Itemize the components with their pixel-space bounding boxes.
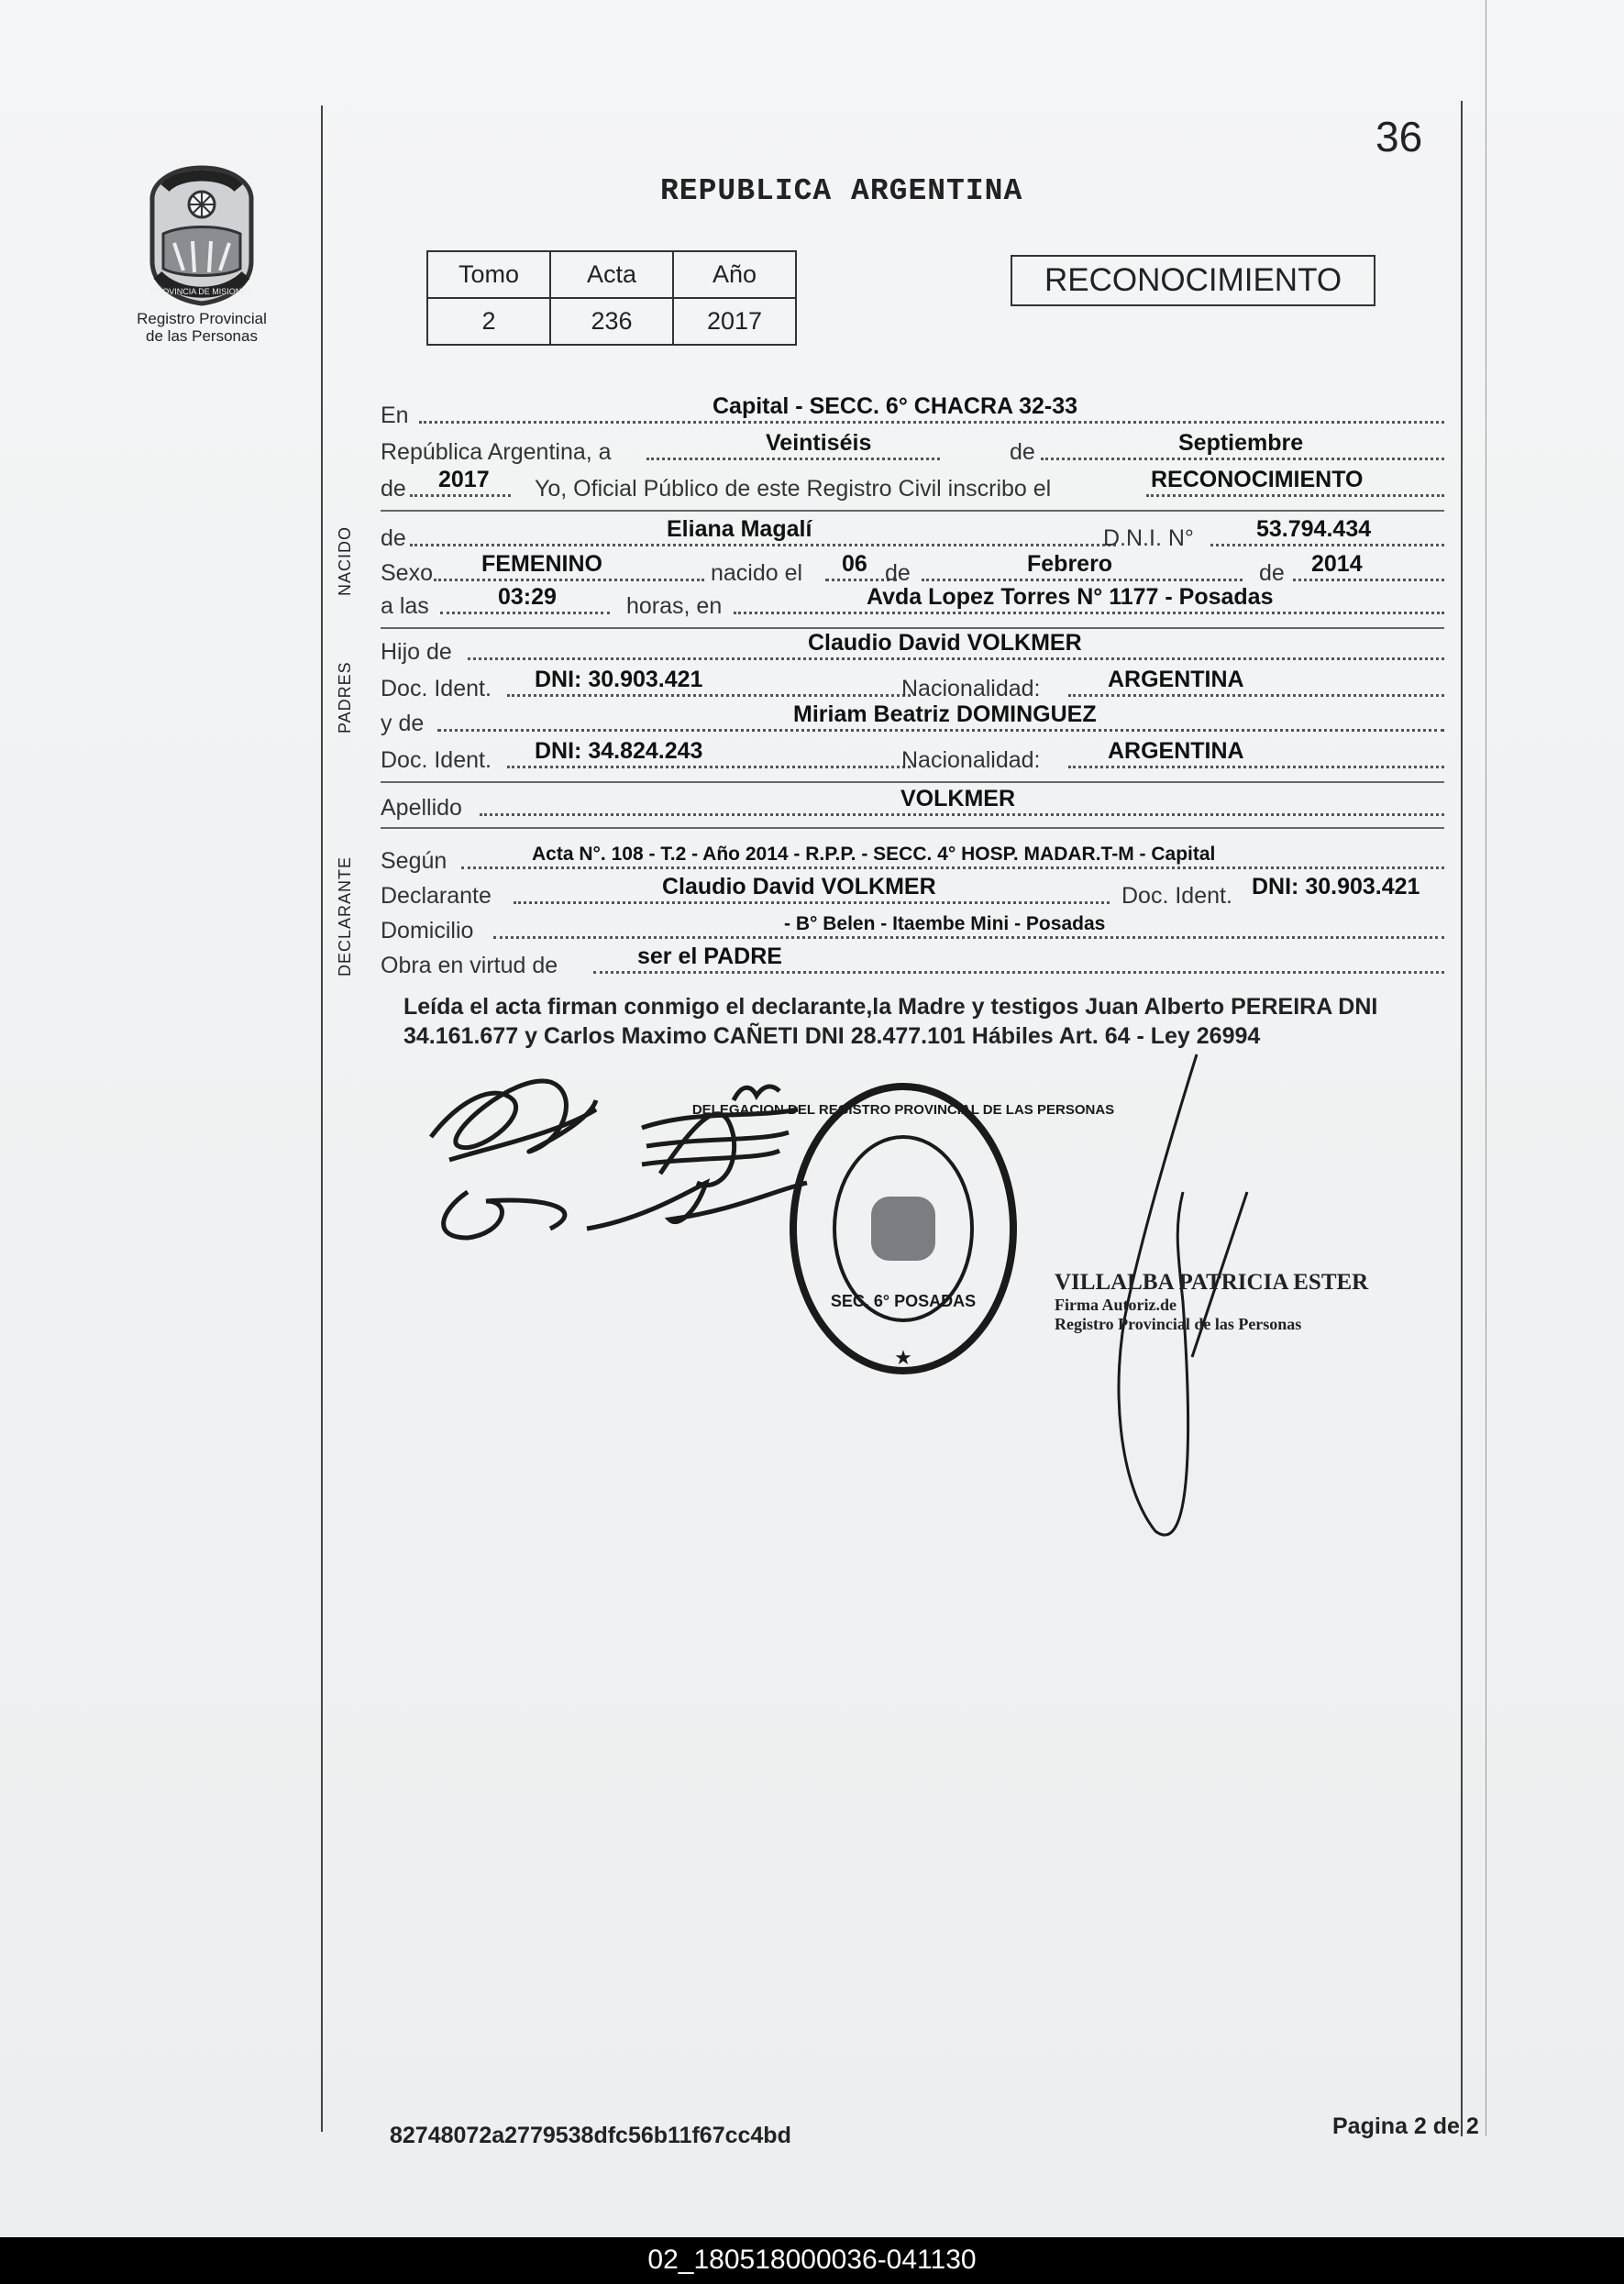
label-doc-ident-decl: Doc. Ident. [1121,883,1232,909]
label-de-1: de [885,560,911,586]
value-mes: Septiembre [1178,430,1304,456]
value-doc-madre: DNI: 34.824.243 [535,738,703,764]
label-sexo: Sexo [381,560,433,586]
section-declarante-label: DECLARANTE [336,855,354,976]
value-reconocimiento: RECONOCIMIENTO [1151,467,1364,492]
seal-caption-line1: Registro Provincial [137,310,267,327]
value-hora: 03:29 [498,584,557,610]
label-a-las: a las [381,593,429,619]
stamp-ring-text: DELEGACION DEL REGISTRO PROVINCIAL DE LAS PERSONAS [691,1102,1115,1118]
label-horas-en: horas, en [626,593,723,619]
label-apellido: Apellido [381,795,462,821]
value-apellido: VOLKMER [900,786,1015,811]
document-title: REPUBLICA ARGENTINA [660,174,1023,208]
page-count: Pagina 2 de 2 [1332,2113,1479,2139]
label-doc-ident-1: Doc. Ident. [381,676,492,701]
value-year: 2017 [438,467,490,492]
svg-text:★: ★ [894,1347,912,1370]
register-value-acta: 236 [550,298,673,345]
register-header-acta: Acta [550,251,673,298]
official-block [1055,1270,1368,1334]
label-de-year: de [381,476,406,502]
record-type-box: RECONOCIMIENTO [1011,255,1375,306]
label-nacido-de: de [381,525,406,551]
value-lugar: Avda Lopez Torres N° 1177 - Posadas [867,584,1274,610]
closing-text: Leída el acta firman conmigo el declarante,la Madre y testigos Juan Alberto PEREIRA DNI 34.161.677 y Carlos Maximo CAÑETI DNI 28.477.101 Hábiles Art. 64 - Ley 26994 [403,994,1378,1049]
label-nacido-el: nacido el [711,560,803,586]
value-nacionalidad-padre: ARGENTINA [1108,667,1244,692]
page-number: 36 [1375,113,1423,160]
value-obra: ser el PADRE [637,943,782,969]
label-segun: Según [381,848,447,874]
label-hijo-de: Hijo de [381,639,452,665]
section-padres-label: PADRES [336,661,354,734]
label-doc-ident-2: Doc. Ident. [381,747,492,773]
value-sexo: FEMENINO [481,551,602,577]
register-value-anio: 2017 [673,298,796,345]
register-header-tomo: Tomo [427,251,550,298]
value-padre: Claudio David VOLKMER [808,630,1082,656]
label-republica: República Argentina, a [381,439,612,465]
value-doc-padre: DNI: 30.903.421 [535,667,703,692]
value-nacido-name: Eliana Magalí [667,516,812,542]
value-dni: 53.794.434 [1256,516,1372,542]
official-name: VILLALBA PATRICIA ESTER [1055,1270,1369,1295]
value-en: Capital - SECC. 6° CHACRA 32-33 [713,393,1078,419]
label-y-de: y de [381,711,425,736]
value-segun: Acta N°. 108 - T.2 - Año 2014 - R.P.P. - SECC. 4° HOSP. MADAR.T-M - Capital [532,844,1216,865]
official-role-2: Registro Provincial de las Personas [1055,1315,1302,1333]
register-header-anio: Año [673,251,796,298]
label-dni: D.N.I. N° [1103,525,1194,551]
value-month: Febrero [1027,551,1113,577]
filename-label: 02_180518000036-041130 [647,2245,977,2275]
label-nacionalidad-1: Nacionalidad: [901,676,1041,701]
label-declarante: Declarante [381,883,492,909]
registry-stamp [692,1087,1114,1371]
official-role-1: Firma Autoriz.de [1055,1296,1177,1314]
seal-ring-text: PROVINCIA DE MISIONES [150,287,253,296]
value-madre: Miriam Beatriz DOMINGUEZ [793,701,1097,727]
value-birth-year: 2014 [1311,551,1363,577]
stamp-inner-text: SEC. 6° POSADAS [830,1292,977,1310]
label-nacionalidad-2: Nacionalidad: [901,747,1041,773]
label-obra: Obra en virtud de [381,953,558,978]
seal-caption-line2: de las Personas [146,327,258,345]
label-domicilio: Domicilio [381,918,474,943]
value-nacionalidad-madre: ARGENTINA [1108,738,1244,764]
value-day: 06 [842,551,867,577]
document-hash: 82748072a2779538dfc56b11f67cc4bd [390,2123,791,2148]
value-domicilio: - B° Belen - Itaembe Mini - Posadas [784,913,1106,934]
label-en: En [381,403,409,428]
register-value-tomo: 2 [427,298,550,345]
filename-strip [0,2237,1624,2284]
witness-signature-1 [431,1081,596,1238]
label-inscribo: Yo, Oficial Público de este Registro Civil inscribo el [535,476,1052,502]
section-nacido-label: NACIDO [336,525,354,596]
label-de: de [1010,439,1035,465]
value-dia: Veintiséis [766,430,872,456]
value-doc-declarante: DNI: 30.903.421 [1252,874,1420,899]
label-de-2: de [1259,560,1285,586]
value-declarante: Claudio David VOLKMER [662,874,936,899]
